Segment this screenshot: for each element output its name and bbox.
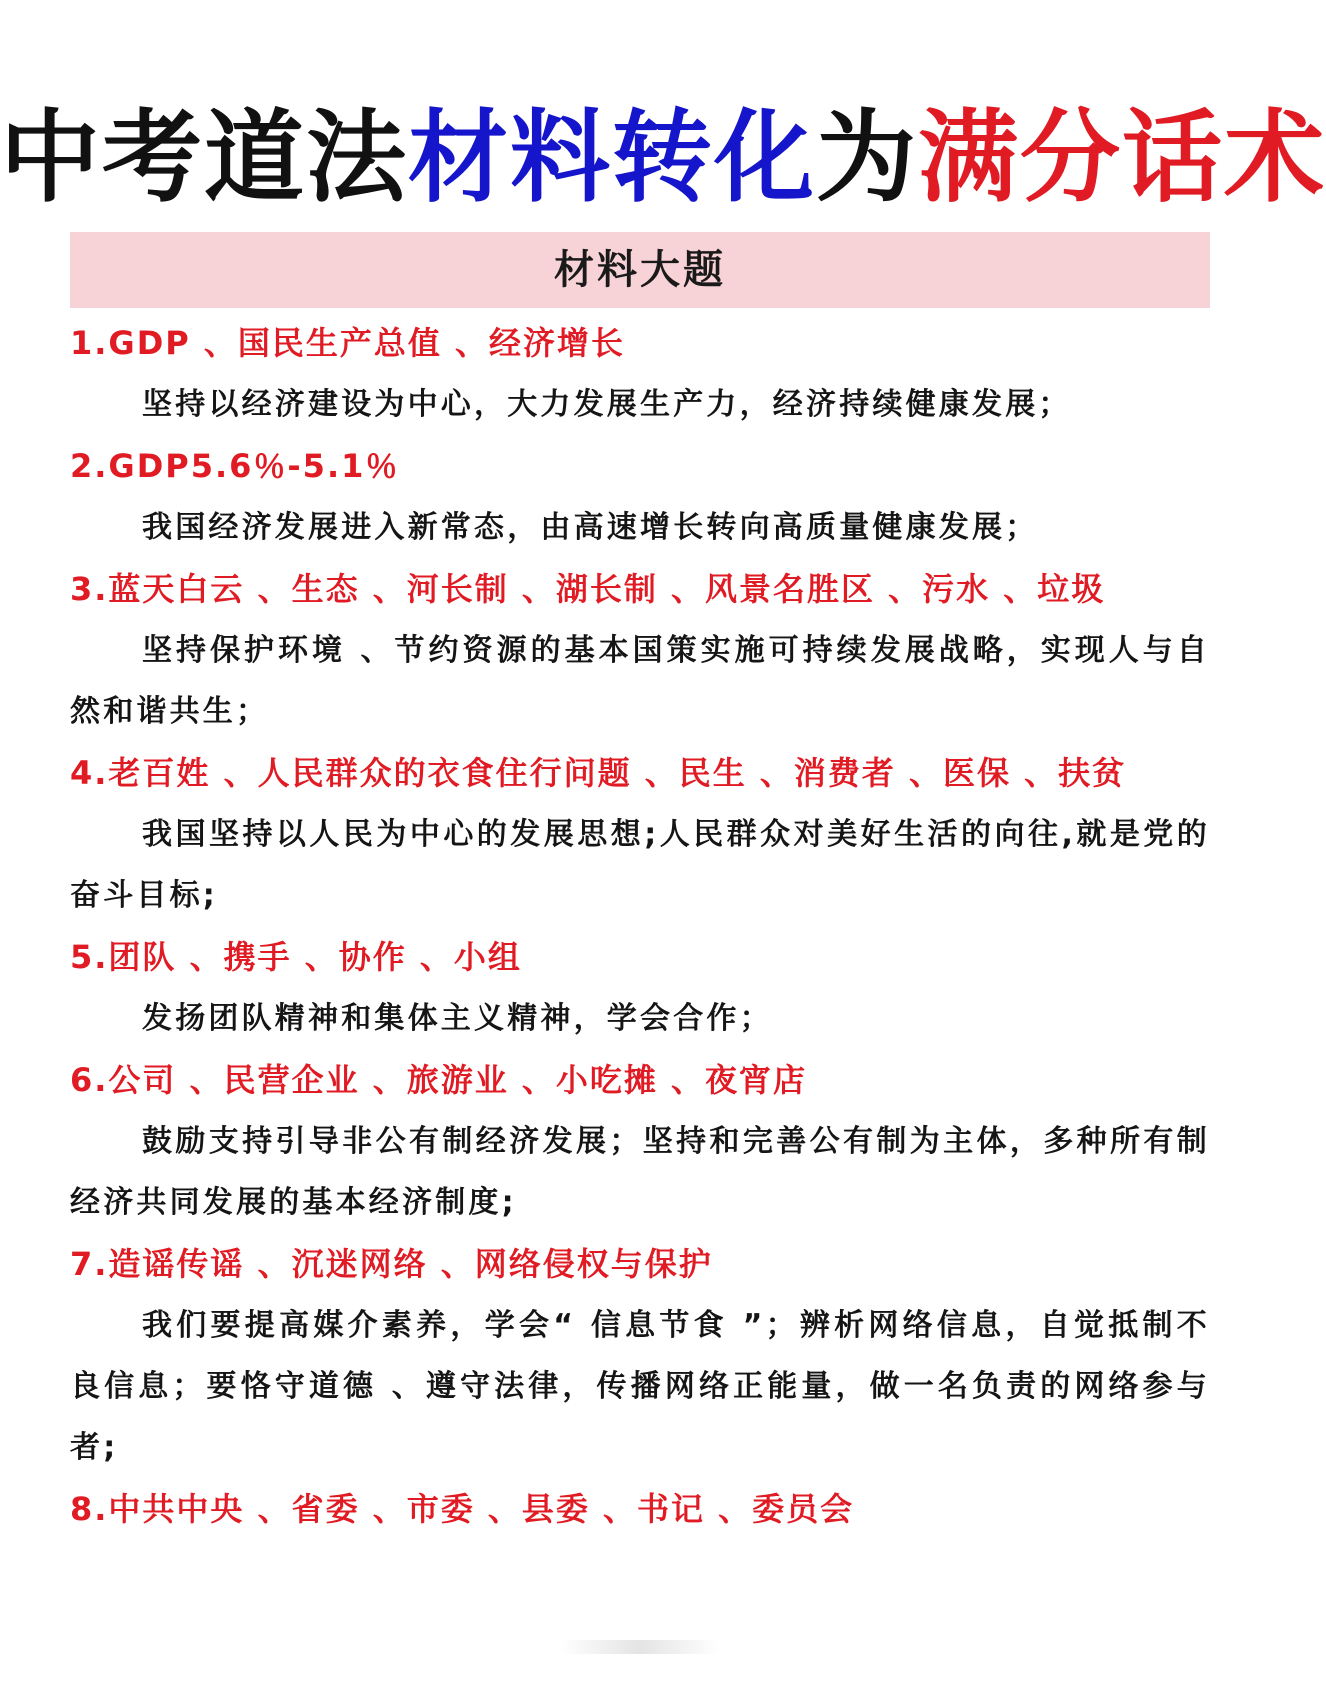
item-body: 鼓励支持引导非公有制经济发展；坚持和完善公有制为主体，多种所有制经济共同发展的基本经济制度; [70,1124,1210,1220]
item-heading: 8.中共中央 、省委 、市委 、县委 、书记 、委员会 [70,1490,855,1528]
item-body: 坚持以经济建设为中心，大力发展生产力，经济持续健康发展； [142,387,1072,422]
item-body: 我国坚持以人民为中心的发展思想;人民群众对美好生活的向往,就是党的奋斗目标; [70,817,1210,913]
item-heading: 5.团队 、携手 、协作 、小组 [70,938,522,976]
item-heading: 6.公司 、民营企业 、旅游业 、小吃摊 、夜宵店 [70,1061,807,1099]
list-item [70,1233,1210,1478]
title-part-black: 中考道法 [0,98,408,216]
item-heading: 2.GDP5.6％-5.1％ [70,447,400,485]
item-heading: 4.老百姓 、人民群众的衣食住行问题 、民生 、消费者 、医保 、扶贫 [70,754,1127,792]
title-part-black-2: 为 [816,98,918,216]
list-item [70,435,1210,558]
title-part-blue: 材料转化 [408,98,816,216]
list-item [70,558,1210,742]
list-item [70,1049,1210,1233]
page-title [0,92,1326,222]
list-item [70,926,1210,1049]
list-item [70,312,1210,435]
item-heading: 1.GDP 、国民生产总值 、经济增长 [70,324,625,362]
item-body: 发扬团队精神和集体主义精神，学会合作； [142,1001,773,1036]
list-item [70,1478,1210,1540]
item-heading: 3.蓝天白云 、生态 、河长制 、湖长制 、风景名胜区 、污水 、垃圾 [70,570,1106,608]
list-item [70,742,1210,926]
content-list [70,312,1210,1540]
item-body: 我们要提高媒介素养，学会“ 信息节食 ”；辨析网络信息，自觉抵制不良信息；要恪守道德 、遵守法律，传播网络正能量，做一名负责的网络参与者; [70,1308,1210,1465]
section-header: 材料大题 [70,232,1210,308]
title-part-red: 满分话术 [918,98,1326,216]
item-body: 我国经济发展进入新常态，由高速增长转向高质量健康发展； [142,510,1039,545]
item-heading: 7.造谣传谣 、沉迷网络 、网络侵权与保护 [70,1245,713,1283]
footer-watermark [560,1640,720,1654]
item-body: 坚持保护环境 、节约资源的基本国策实施可持续发展战略，实现人与自然和谐共生； [70,633,1210,729]
